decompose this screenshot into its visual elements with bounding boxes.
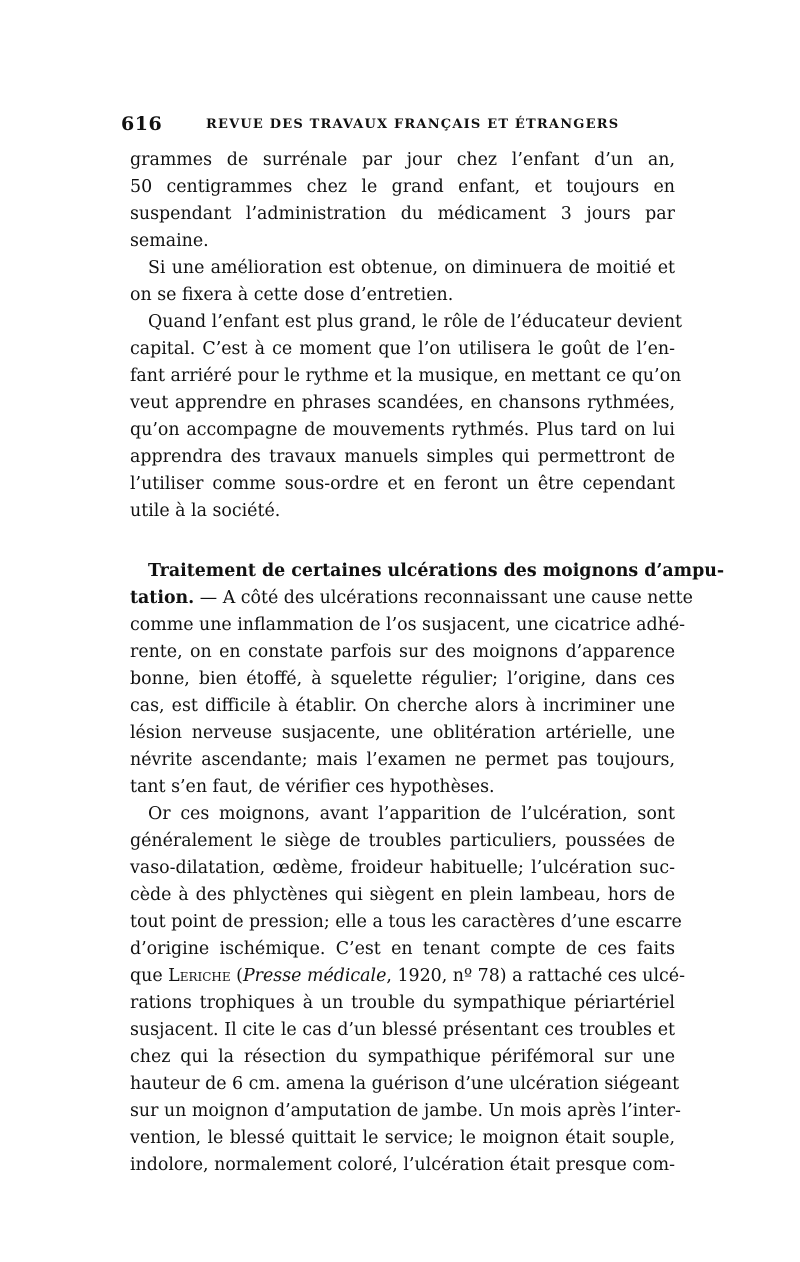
text-line: veut apprendre en phrases scandées, en chansons rythmées, xyxy=(130,393,675,413)
running-title: REVUE DES TRAVAUX FRANÇAIS ET ÉTRANGERS xyxy=(206,117,620,132)
section-title-end: tation. xyxy=(130,588,195,608)
text-line: hauteur de 6 cm. amena la guérison d’une ulcération siégeant xyxy=(130,1074,680,1094)
text-line: susjacent. Il cite le cas d’un blessé présentant ces troubles et xyxy=(130,1020,675,1040)
paragraph-2 xyxy=(130,255,675,309)
text-run: que xyxy=(130,966,169,986)
text-line: grammes de surrénale par jour chez l’enfant d’un an, xyxy=(130,150,675,170)
text-line: qu’on accompagne de mouvements rythmés. Plus tard on lui xyxy=(130,420,675,440)
paragraph-3 xyxy=(130,309,683,525)
text-line: vention, le blessé quittait le service; le moignon était souple, xyxy=(130,1128,675,1148)
text-line: apprendra des travaux manuels simples qui permettront de xyxy=(130,447,675,467)
text-line: généralement le siège de troubles particuliers, poussées de xyxy=(130,831,675,851)
section-ulcerations xyxy=(130,558,725,801)
text-line: tout point de pression; elle a tous les caractères d’une escarre xyxy=(130,912,682,932)
text-line: utile à la société. xyxy=(130,501,281,521)
text-line: Or ces moignons, avant l’apparition de l’ulcération, sont xyxy=(148,804,675,824)
text-line: vaso-dilatation, œdème, froideur habituelle; l’ulcération suc- xyxy=(130,858,675,878)
text-line: lésion nerveuse susjacente, une oblitération artérielle, une xyxy=(130,723,675,743)
paragraph-1 xyxy=(130,147,675,255)
journal-title: Presse médicale xyxy=(242,966,387,986)
text-line: 50 centigrammes chez le grand enfant, et toujours en xyxy=(130,177,675,197)
text-run: ( xyxy=(230,966,243,986)
text-line: chez qui la résection du sympathique périfémoral sur une xyxy=(130,1047,675,1067)
section-title: Traitement de certaines ulcérations des moignons d’ampu- xyxy=(148,561,725,581)
text-line: rations trophiques à un trouble du sympathique périartériel xyxy=(130,993,675,1013)
text-line: capital. C’est à ce moment que l’on utilisera le goût de l’en- xyxy=(130,339,675,359)
text-run: — A côté des ulcérations reconnaissant une cause nette xyxy=(194,588,693,608)
text-line: on se fixera à cette dose d’entretien. xyxy=(130,285,454,305)
text-line: sur un moignon d’amputation de jambe. Un mois après l’inter- xyxy=(130,1101,681,1121)
citation-line xyxy=(130,963,685,990)
text-line: suspendant l’administration du médicament 3 jours par xyxy=(130,204,675,224)
text-line: cas, est difficile à établir. On cherche alors à incriminer une xyxy=(130,696,675,716)
text-line: d’origine ischémique. C’est en tenant compte de ces faits xyxy=(130,939,675,959)
section-gap xyxy=(130,525,675,558)
page-header xyxy=(121,113,681,139)
text-line: Quand l’enfant est plus grand, le rôle de l’éducateur devient xyxy=(148,312,683,332)
page-number: 616 xyxy=(121,113,163,135)
text-line: l’utiliser comme sous-ordre et en feront un être cependant xyxy=(130,474,675,494)
text-line: fant arriéré pour le rythme et la musique, en mettant ce qu’on xyxy=(130,366,682,386)
text-line xyxy=(130,585,693,612)
text-line: tant s’en faut, de vérifier ces hypothèses. xyxy=(130,777,495,797)
text-line: comme une inflammation de l’os susjacent, une cicatrice adhé- xyxy=(130,615,686,635)
text-line: rente, on en constate parfois sur des moignons d’apparence xyxy=(130,642,675,662)
paragraph-5 xyxy=(130,801,685,1179)
text-run: , 1920, nº 78) a rattaché ces ulcé- xyxy=(386,966,685,986)
text-line: cède à des phlyctènes qui siègent en plein lambeau, hors de xyxy=(130,885,675,905)
text-line: indolore, normalement coloré, l’ulcération était presque com- xyxy=(130,1155,675,1175)
text-line: névrite ascendante; mais l’examen ne permet pas toujours, xyxy=(130,750,675,770)
author-name: Leriche xyxy=(168,966,231,986)
text-line: semaine. xyxy=(130,231,209,251)
text-line: bonne, bien étoffé, à squelette régulier; l’origine, dans ces xyxy=(130,669,675,689)
body-text xyxy=(130,147,725,1179)
text-line: Si une amélioration est obtenue, on diminuera de moitié et xyxy=(148,258,675,278)
